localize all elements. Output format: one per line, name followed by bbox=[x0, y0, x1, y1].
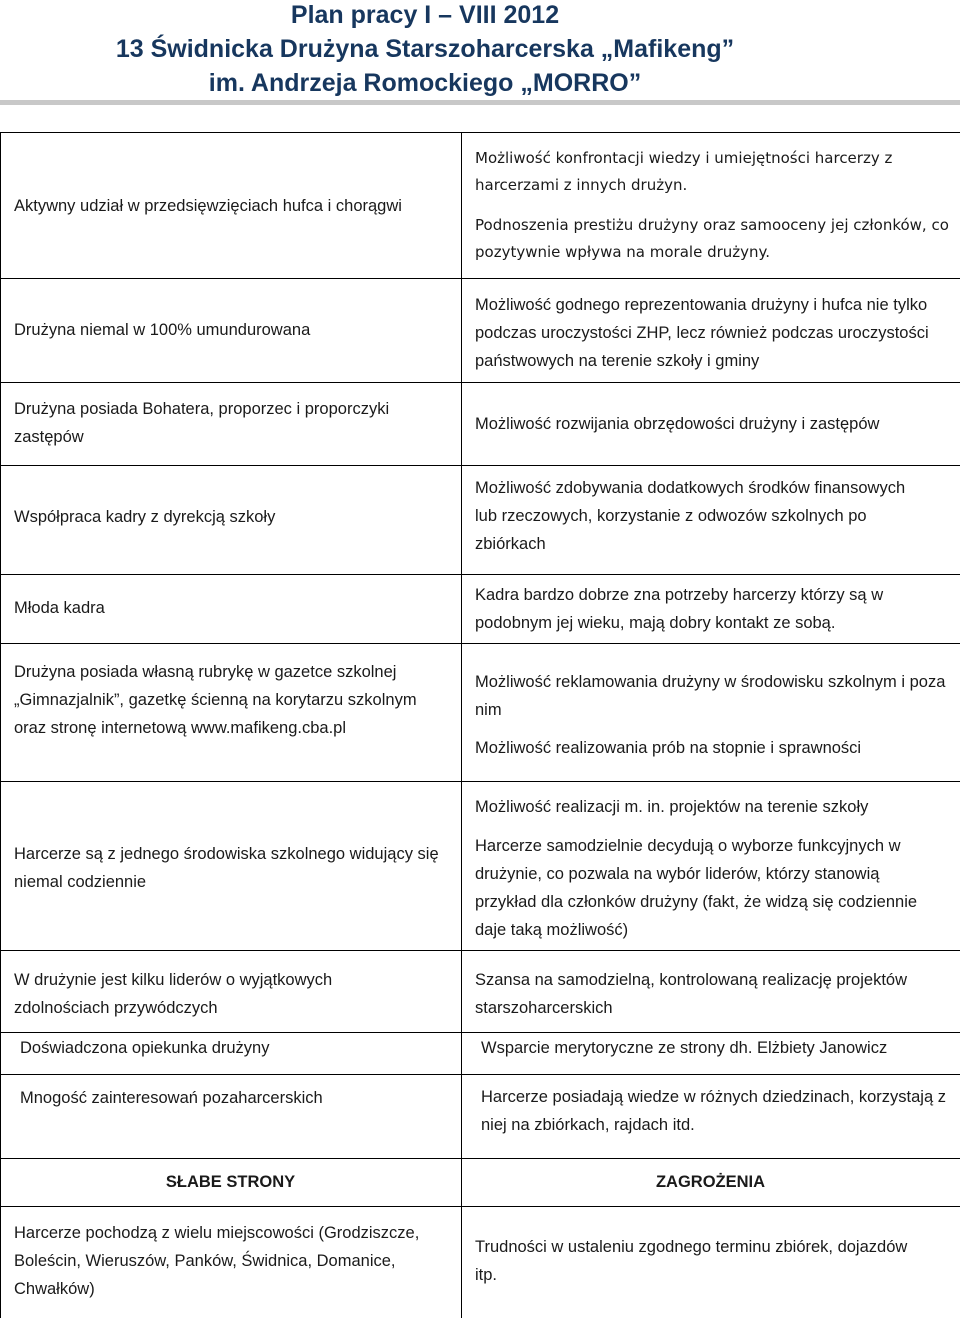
row-divider bbox=[0, 950, 461, 951]
opportunity-item: Szansa na samodzielną, kontrolowaną realizację projektów starszoharcerskich bbox=[475, 971, 907, 1017]
row-divider bbox=[0, 1074, 461, 1075]
row-divider bbox=[461, 574, 960, 575]
table-column-divider bbox=[461, 132, 462, 1158]
row-divider bbox=[0, 781, 461, 782]
row-divider bbox=[461, 1074, 960, 1075]
table-border-left bbox=[0, 132, 1, 1158]
strength-item: Mnogość zainteresowań pozaharcerskich bbox=[20, 1089, 323, 1107]
row-divider bbox=[0, 278, 461, 279]
document-header bbox=[0, 0, 960, 112]
opportunity-item: Możliwość konfrontacji wiedzy i umiejętności harcerzy z harcerzami z innych drużyn. bbox=[475, 149, 893, 194]
strength-item: Współpraca kadry z dyrekcją szkoły bbox=[14, 508, 276, 526]
row-divider bbox=[0, 643, 461, 644]
opportunity-item: Kadra bardzo dobrze zna potrzeby harcerzy którzy są w podobnym jej wieku, mają dobry kontakt ze sobą. bbox=[475, 586, 884, 632]
row-divider bbox=[461, 950, 960, 951]
title-line-1: Plan pracy I – VIII 2012 bbox=[290, 1, 560, 29]
weakness-item: Harcerze pochodzą z wielu miejscowości (Grodziszcze, Boleścin, Wieruszów, Panków, Świdnica, Domanice, Chwałków) bbox=[14, 1224, 420, 1298]
opportunity-item: Podnoszenia prestiżu drużyny oraz samooceny jej członków, co pozytywnie wpływa na morale drużyny. bbox=[475, 216, 949, 261]
row-divider bbox=[0, 574, 461, 575]
row-divider bbox=[461, 278, 960, 279]
title-line-2: 13 Świdnicka Drużyna Starszoharcerska „Mafikeng” bbox=[115, 35, 735, 63]
strength-item: Drużyna niemal w 100% umundurowana bbox=[14, 321, 311, 339]
strength-item: Harcerze są z jednego środowiska szkolnego widujący się niemal codziennie bbox=[14, 845, 439, 891]
row-divider bbox=[461, 1032, 960, 1033]
threats-header: ZAGROŻENIA bbox=[655, 1173, 766, 1191]
opportunity-item: Możliwość reklamowania drużyny w środowisku szkolnym i poza nim bbox=[475, 673, 946, 719]
threat-item: Trudności w ustaleniu zgodnego terminu zbiórek, dojazdów itp. bbox=[475, 1238, 908, 1284]
opportunity-item: Harcerze posiadają wiedze w różnych dziedzinach, korzystają z niej na zbiórkach, rajdach itd. bbox=[481, 1088, 946, 1134]
opportunity-item: Możliwość realizacji m. in. projektów na terenie szkoły bbox=[475, 798, 869, 816]
strength-item: Aktywny udział w przedsięwzięciach hufca i chorągwi bbox=[14, 197, 402, 215]
table-border bbox=[0, 1158, 960, 1159]
opportunity-item: Harcerze samodzielnie decydują o wyborze funkcyjnych w drużynie, co pozwala na wybór liderów, którzy stanowią przykład dla członków drużyny (fakt, że widzą się codziennie daje taką możliwość) bbox=[475, 837, 918, 939]
opportunity-item: Możliwość zdobywania dodatkowych środków finansowych lub rzeczowych, korzystanie z odwozów szkolnych po zbiórkach bbox=[475, 479, 906, 553]
swot-table-top bbox=[0, 132, 960, 1158]
opportunity-item: Możliwość realizowania prób na stopnie i sprawności bbox=[475, 739, 862, 757]
strength-item: W drużynie jest kilku liderów o wyjątkowych zdolnościach przywódczych bbox=[14, 971, 333, 1017]
strength-item: Drużyna posiada Bohatera, proporzec i proporczyki zastępów bbox=[14, 400, 390, 446]
row-divider bbox=[0, 465, 461, 466]
row-divider bbox=[461, 382, 960, 383]
strength-item: Drużyna posiada własną rubrykę w gazetce szkolnej „Gimnazjalnik”, gazetkę ścienną na korytarzu szkolnym oraz stronę internetową www.mafikeng.cba.pl bbox=[14, 663, 417, 737]
row-divider bbox=[461, 465, 960, 466]
row-divider bbox=[461, 643, 960, 644]
opportunity-item: Możliwość rozwijania obrzędowości drużyny i zastępów bbox=[475, 415, 880, 433]
strength-item: Doświadczona opiekunka drużyny bbox=[20, 1039, 270, 1057]
row-divider bbox=[461, 781, 960, 782]
swot-table-bottom bbox=[0, 1158, 960, 1318]
header-divider bbox=[0, 100, 960, 105]
row-divider bbox=[0, 382, 461, 383]
row-divider bbox=[0, 1032, 461, 1033]
title-line-3: im. Andrzeja Romockiego „MORRO” bbox=[208, 69, 642, 97]
opportunity-item: Wsparcie merytoryczne ze strony dh. Elżbiety Janowicz bbox=[481, 1039, 888, 1057]
strength-item: Młoda kadra bbox=[14, 599, 105, 617]
weaknesses-header: SŁABE STRONY bbox=[165, 1173, 296, 1191]
table-border-top bbox=[0, 132, 960, 133]
opportunity-item: Możliwość godnego reprezentowania drużyny i hufca nie tylko podczas uroczystości ZHP, lecz również podczas uroczystości państwowych na terenie szkoły i gminy bbox=[475, 296, 929, 370]
table-header-divider bbox=[0, 1206, 960, 1207]
